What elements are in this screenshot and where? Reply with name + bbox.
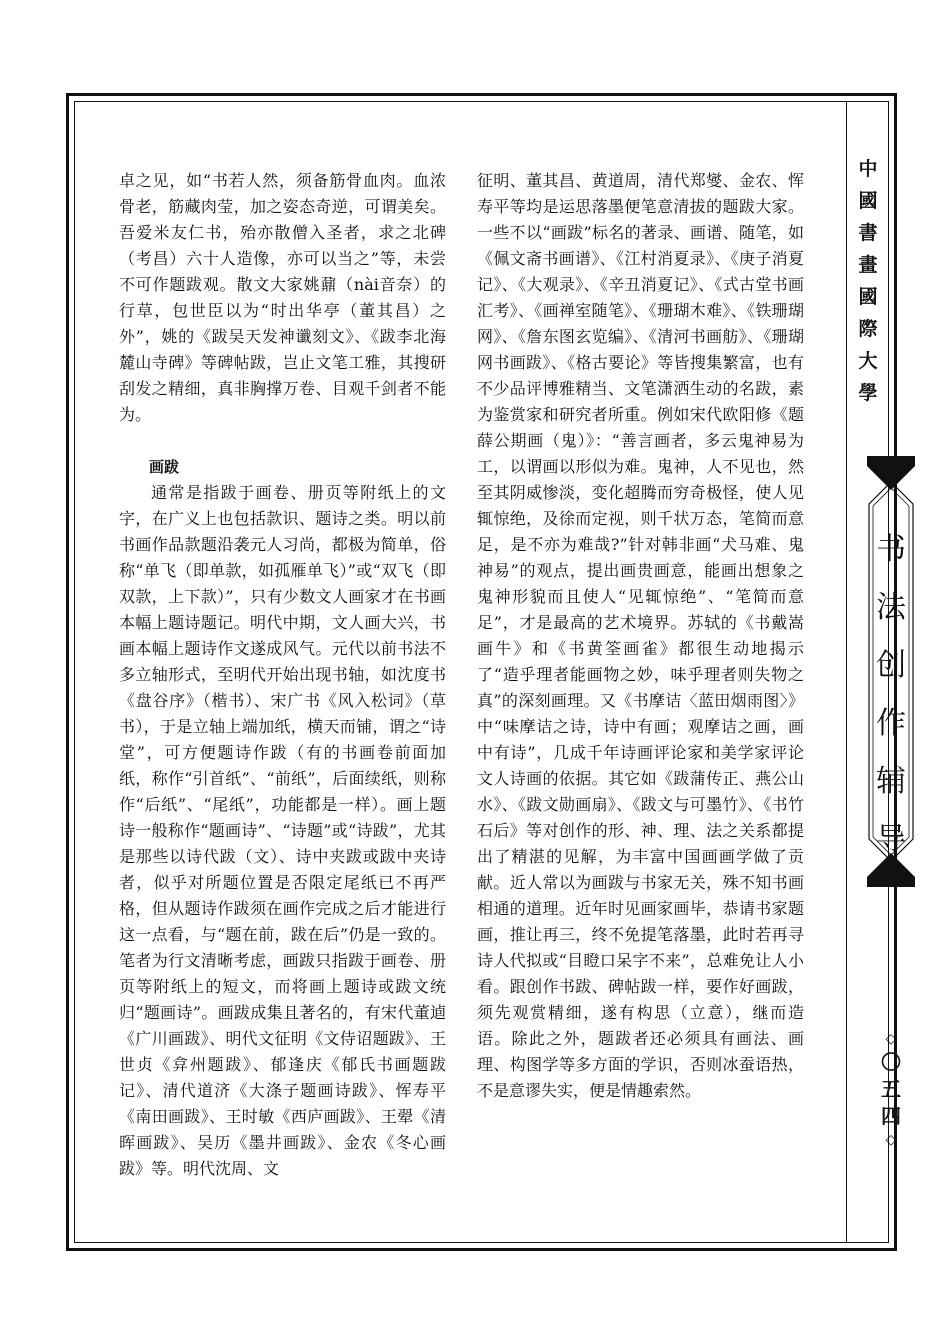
title-char: 中 [858, 158, 878, 180]
page-number-char: 五 [881, 1077, 901, 1101]
title-char: 畫 [858, 254, 878, 276]
book-title-char: 书 [876, 532, 906, 567]
book-title [869, 521, 913, 869]
page-number-char: 四 [881, 1104, 901, 1128]
right-paragraph-1: 征明、董其昌、黄道周，清代郑燮、金农、恽寿平等均是运思落墨便笔意清拔的题跋大家。一些不以“画跋”标名的著录、画谱、随笔，如《佩文斋书画谱》、《江村消夏录》、《庚子消夏记》、《大观录》、《辛丑消夏记》、《式古堂书画汇考》、《画禅室随笔》、《珊瑚木难》、《铁珊瑚网》、《詹东图玄览编》、《清河书画舫》、《珊瑚网书画跋》、《格古要论》等皆搜集繁富，也有不少品评博雅精当、文笔潇洒生动的名跋，素为鉴赏家和研究者所重。例如宋代欧阳修《题薛公期画（鬼）》：“善言画者，多云鬼神易为工，以谓画以形似为难。鬼神，人不见也，然至其阴威惨淡，变化超腾而穷奇极怪，使人见辄惊绝，及徐而定视，则千状万态，笔简而意足，是不亦为难哉?”针对韩非画“犬马难、鬼神易”的观点，提出画贵画意，能画出想象之鬼神形貌而且使人“见辄惊绝”、“笔简而意足”，才是最高的艺术境界。苏轼的《书戴嵩画牛》和《书黄筌画雀》都很生动地揭示了“造乎理者能画物之妙，味乎理者则失物之真”的深刻画理。又《书摩诘〈蓝田烟雨图〉》中“味摩诘之诗，诗中有画；观摩诘之画，画中有诗”，几成千年诗画评论家和美学家评论文人诗画的依据。其它如《跋蒲传正、燕公山水》、《跋文勋画扇》、《跋文与可墨竹》、《书竹石后》等对创作的形、神、理、法之关系都提出了精湛的见解，为丰富中国画画学做了贡献。近人常以为画跋与书家无关，殊不知书画相通的道理。近年时见画家画毕，恭请书家题画，推让再三，终不免提笔落墨，此时若再寻诗人代拟或“目瞪口呆字不来”，总难免让人小看。跟创作书跋、碑帖跋一样，要作好画跋，须先观赏精细，遂有构思（立意），继而造语。除此之外，题跋者还必须具有画法、画理、构图学等多方面的学识，否则冰蚕语热，不是意谬失实，便是情趣索然。 [477, 171, 804, 1100]
title-char: 大 [858, 350, 878, 372]
title-char: 書 [858, 222, 878, 244]
title-char: 學 [858, 382, 878, 404]
cartouche-bottom-bar [867, 877, 915, 887]
diamond-icon: ◇ [885, 1031, 897, 1047]
page-number-char: 〇 [881, 1050, 901, 1074]
left-paragraph-1: 卓之见，如“书若人然，须备筋骨血肉。血浓骨老，筋藏肉莹，加之姿态奇逆，可谓美矣。吾爱米友仁书，殆亦散僧入圣者，求之北碑（考昌）六十人造像，亦可以当之”等，未尝不可作题跋观。散文大家姚鼐（nài音奈）的行草，包世臣以为“时出华亭（董其昌）之外”，姚的《跋吴天发神谶刻文》、《跋李北海麓山寺碑》等碑帖跋，岂止文笔工雅，其搜研刮发之精细，真非胸撑万卷、目观千剑者不能为。 [119, 171, 446, 424]
cartouche-top-bar [867, 456, 915, 466]
title-char: 國 [858, 190, 878, 212]
book-title-char: 法 [876, 590, 906, 625]
section-heading-huaba: 画跋 [149, 458, 180, 476]
book-title-char: 作 [876, 706, 906, 741]
university-title [847, 153, 889, 409]
title-char: 際 [858, 318, 878, 340]
left-paragraph-2: 通常是指跋于画卷、册页等附纸上的文字，在广义上也包括款识、题诗之类。明以前书画作品款题沿袭元人习尚，都极为简单，俗称“单飞（即单款，如孤雁单飞）”或“双飞（即双款，上下款）”，只有少数文人画家才在书画本幅上题诗题记。明代中期，文人画大兴，书画本幅上题诗作文遂成风气。元代以前书法不多立轴形式，至明代开始出现书轴，如沈度书《盘谷序》（楷书）、宋广书《风入松词》（草书），于是立轴上端加纸，横天而铺，谓之“诗堂”，可方便题诗作跋（有的书画卷前面加纸，称作“引首纸”、“前纸”，后面续纸，则称作“后纸”、“尾纸”，功能都是一样）。画上题诗一般称作“题画诗”、“诗题”或“诗跋”，尤其是那些以诗代跋（文）、诗中夹跋或跋中夹诗者，似乎对所题位置是否限定尾纸已不再严格，但从题诗作跋须在画作完成之后才能进行这一点看，与“题在前，跋在后”仍是一致的。笔者为行文清晰考虑，画跋只指跋于画卷、册页等附纸上的短文，而将画上题诗或跋文统归“题画诗”。画跋成集且著名的，有宋代董逌《广川画跋》、明代文征明《文侍诏题跋》、王世贞《弇州题跋》、郁逢庆《郁氏书画题跋记》、清代道济《大涤子题画诗跋》、恽寿平《南田画跋》、王时敏《西庐画跋》、王翚《清晖画跋》、吴历《墨井画跋》、金农《冬心画跋》等。明代沈周、文 [119, 483, 446, 1178]
book-title-char: 创 [876, 648, 906, 683]
left-text-column [119, 168, 446, 1182]
title-char: 國 [858, 286, 878, 308]
right-text-column [477, 168, 804, 1104]
sidebar [847, 101, 906, 1243]
book-title-char: 辅 [876, 764, 906, 799]
page-number [867, 1029, 915, 1150]
diamond-icon: ◇ [885, 1132, 897, 1148]
book-title-char: 导 [876, 822, 906, 857]
